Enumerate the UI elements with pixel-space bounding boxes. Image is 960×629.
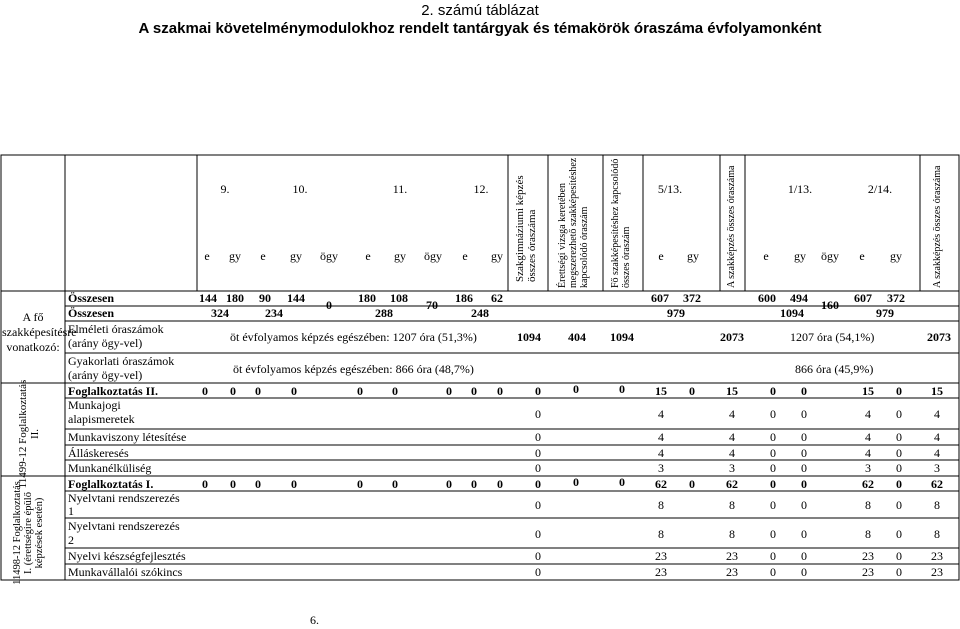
- cell: 0: [896, 477, 902, 491]
- cell: 0: [535, 477, 541, 491]
- fo-szakkepesites-label: A fő szakképesítésre vonatkozó:: [2, 310, 77, 354]
- cell: 62: [491, 291, 503, 305]
- cell: 0: [770, 477, 776, 491]
- cell: 0: [471, 477, 477, 491]
- cell: 4: [865, 430, 871, 444]
- cell: 0: [357, 384, 363, 398]
- cell: 0: [535, 446, 541, 460]
- cell: 0: [535, 549, 541, 563]
- cell: 0: [801, 565, 807, 579]
- sub-e: e: [658, 249, 664, 263]
- cell: 0: [255, 384, 261, 398]
- cell: 15: [655, 384, 667, 398]
- row-nyelvtani-2-sublabel: 2: [68, 533, 74, 547]
- cell: 0: [357, 477, 363, 491]
- sub-e: e: [204, 249, 210, 263]
- cell: 3: [934, 461, 940, 475]
- row-munkanelkuliseg-label: Munkanélküliség: [68, 461, 152, 475]
- table-number: 2. számú táblázat: [421, 2, 539, 19]
- year-10: 10.: [292, 182, 308, 196]
- cell: 4: [658, 407, 664, 421]
- row-munkavallaloi-label: Munkavállalói szókincs: [68, 565, 183, 579]
- cell: 0: [896, 461, 902, 475]
- cell: 979: [667, 306, 685, 320]
- year-2-14: 2/14.: [867, 182, 893, 196]
- row-foglalkoztatas-2-label: Foglalkoztatás II.: [68, 384, 158, 398]
- cell: 0: [801, 446, 807, 460]
- cell: 2073: [927, 330, 951, 344]
- cell: 23: [862, 565, 874, 579]
- cell: 23: [726, 565, 738, 579]
- cell: 0: [202, 477, 208, 491]
- sub-gy: gy: [290, 249, 302, 263]
- cell: 0: [770, 498, 776, 512]
- cell: 8: [934, 527, 940, 541]
- cell: 0: [291, 384, 297, 398]
- cell: 23: [931, 565, 943, 579]
- cell: 15: [931, 384, 943, 398]
- cell: 0: [619, 382, 625, 396]
- cell: 288: [375, 306, 393, 320]
- cell: 0: [896, 446, 902, 460]
- row-gyakorlati-sublabel: (arány ögy-vel): [68, 368, 143, 382]
- cell: 0: [689, 477, 695, 491]
- cell: 0: [896, 430, 902, 444]
- cell: 0: [770, 384, 776, 398]
- cell: 0: [801, 498, 807, 512]
- module-11499-12-label: 11499-12 Foglalkoztatás II.: [17, 379, 41, 489]
- row-nyelvtani-1-label: Nyelvtani rendszerezés: [68, 491, 180, 505]
- cell: 3: [729, 461, 735, 475]
- cell: 0: [896, 498, 902, 512]
- cell: 4: [934, 430, 940, 444]
- cell: 0: [535, 527, 541, 541]
- gyakorlati-text-right: 866 óra (45,9%): [795, 362, 874, 376]
- cell: 0: [770, 565, 776, 579]
- row-gyakorlati-label: Gyakorlati óraszámok: [68, 354, 175, 368]
- cell: 144: [199, 291, 217, 305]
- sub-gy: gy: [229, 249, 241, 263]
- header-szakgimnaziumi: Szakgimnáziumi képzés összes óraszáma: [514, 175, 538, 282]
- row-elmeleti-label: Elméleti óraszámok: [68, 322, 164, 336]
- cell: 144: [287, 291, 305, 305]
- cell: 23: [862, 549, 874, 563]
- row-allaskereses-label: Álláskeresés: [68, 446, 129, 460]
- cell: 0: [801, 407, 807, 421]
- cell: 248: [471, 306, 489, 320]
- cell: 1094: [610, 330, 634, 344]
- row-osszesen-label: Összesen: [68, 291, 114, 305]
- row-munkajogi-label: Munkajogi: [68, 398, 121, 412]
- cell: 8: [865, 527, 871, 541]
- cell: 4: [729, 430, 735, 444]
- module-11498-12-label: 11498-12 Foglalkoztatás I. (érettségire épülő képzések esetén): [12, 481, 45, 585]
- row-nyelvtani-1-sublabel: 1: [68, 504, 74, 518]
- cell: 0: [291, 477, 297, 491]
- cell: 0: [535, 461, 541, 475]
- cell: 0: [230, 477, 236, 491]
- row-osszesen-label: Összesen: [68, 306, 114, 320]
- cell: 23: [655, 549, 667, 563]
- cell: 180: [358, 291, 376, 305]
- cell: 607: [651, 291, 669, 305]
- cell: 180: [226, 291, 244, 305]
- sub-ogy: ögy: [320, 249, 338, 263]
- cell: 70: [426, 298, 438, 312]
- cell: 0: [255, 477, 261, 491]
- cell: 0: [770, 527, 776, 541]
- cell: 0: [801, 384, 807, 398]
- cell: 8: [934, 498, 940, 512]
- cell: 1094: [780, 306, 804, 320]
- cell: 0: [770, 446, 776, 460]
- sub-gy: gy: [890, 249, 902, 263]
- cell: 0: [471, 384, 477, 398]
- cell: 0: [202, 384, 208, 398]
- cell: 4: [729, 446, 735, 460]
- cell: 4: [865, 407, 871, 421]
- cell: 23: [726, 549, 738, 563]
- cell: 0: [326, 298, 332, 312]
- cell: 186: [455, 291, 473, 305]
- cell: 0: [801, 527, 807, 541]
- sub-e: e: [763, 249, 769, 263]
- cell: 4: [934, 446, 940, 460]
- sub-gy: gy: [491, 249, 503, 263]
- cell: 90: [259, 291, 271, 305]
- year-11: 11.: [392, 182, 408, 196]
- cell: 0: [619, 475, 625, 489]
- row-munkaviszony-label: Munkaviszony létesítése: [68, 430, 187, 444]
- cell: 0: [392, 384, 398, 398]
- sub-e: e: [859, 249, 865, 263]
- cell: 234: [265, 306, 283, 320]
- cell: 8: [658, 498, 664, 512]
- cell: 15: [726, 384, 738, 398]
- cell: 160: [821, 298, 839, 312]
- cell: 494: [790, 291, 808, 305]
- year-1-13: 1/13.: [787, 182, 813, 196]
- sub-gy: gy: [394, 249, 406, 263]
- header-szakkepzes-osszes-1: A szakképzés összes óraszáma: [726, 165, 737, 288]
- cell: 8: [658, 527, 664, 541]
- cell: 0: [573, 475, 579, 489]
- cell: 23: [655, 565, 667, 579]
- cell: 0: [801, 549, 807, 563]
- sub-gy: gy: [794, 249, 806, 263]
- cell: 0: [770, 549, 776, 563]
- cell: 62: [862, 477, 874, 491]
- sub-e: e: [365, 249, 371, 263]
- header-fo-szakkepesites: Fő szakképesítéshez kapcsolódó összes óraszám: [610, 158, 632, 288]
- cell: 600: [758, 291, 776, 305]
- cell: 0: [896, 384, 902, 398]
- gyakorlati-text-left: öt évfolyamos képzés egészében: 866 óra (48,7%): [233, 362, 474, 376]
- sub-gy: gy: [687, 249, 699, 263]
- cell: 4: [934, 407, 940, 421]
- cell: 1094: [517, 330, 541, 344]
- cell: 2073: [720, 330, 744, 344]
- cell: 0: [801, 477, 807, 491]
- cell: 324: [211, 306, 229, 320]
- row-nyelvtani-2-label: Nyelvtani rendszerezés: [68, 519, 180, 533]
- cell: 0: [573, 382, 579, 396]
- cell: 0: [446, 384, 452, 398]
- cell: 372: [683, 291, 701, 305]
- cell: 0: [446, 477, 452, 491]
- cell: 62: [931, 477, 943, 491]
- cell: 0: [896, 527, 902, 541]
- cell: 62: [655, 477, 667, 491]
- cell: 0: [770, 461, 776, 475]
- row-elmeleti-sublabel: (arány ögy-vel): [68, 336, 143, 350]
- cell: 0: [535, 407, 541, 421]
- header-erettsegi: Érettségi vizsga keretében megszerezhető szakképesítéshez kapcsolódó óraszám: [557, 157, 590, 288]
- header-szakkepzes-osszes-2: A szakképzés összes óraszáma: [932, 165, 943, 288]
- sub-e: e: [260, 249, 266, 263]
- cell: 0: [535, 498, 541, 512]
- cell: 0: [896, 549, 902, 563]
- elmeleti-text-left: öt évfolyamos képzés egészében: 1207 óra (51,3%): [230, 330, 477, 344]
- cell: 0: [770, 430, 776, 444]
- cell: 4: [658, 430, 664, 444]
- sub-e: e: [462, 249, 468, 263]
- year-12: 12.: [473, 182, 489, 196]
- page-number: 6.: [310, 613, 319, 627]
- cell: 3: [865, 461, 871, 475]
- row-munkajogi-sublabel: alapismeretek: [68, 412, 135, 426]
- cell: 0: [535, 430, 541, 444]
- cell: 0: [535, 565, 541, 579]
- cell: 979: [876, 306, 894, 320]
- year-5-13: 5/13.: [657, 182, 683, 196]
- cell: 0: [392, 477, 398, 491]
- cell: 0: [896, 407, 902, 421]
- cell: 8: [729, 498, 735, 512]
- cell: 404: [568, 330, 586, 344]
- cell: 607: [854, 291, 872, 305]
- cell: 62: [726, 477, 738, 491]
- cell: 8: [729, 527, 735, 541]
- sub-ogy: ögy: [424, 249, 442, 263]
- cell: 0: [801, 430, 807, 444]
- sub-ogy: ögy: [821, 249, 839, 263]
- cell: 0: [230, 384, 236, 398]
- cell: 8: [865, 498, 871, 512]
- cell: 4: [658, 446, 664, 460]
- row-foglalkoztatas-1-label: Foglalkoztatás I.: [68, 477, 154, 491]
- cell: 0: [770, 407, 776, 421]
- cell: 372: [887, 291, 905, 305]
- cell: 15: [862, 384, 874, 398]
- cell: 0: [801, 461, 807, 475]
- cell: 0: [689, 384, 695, 398]
- cell: 0: [497, 384, 503, 398]
- cell: 0: [535, 384, 541, 398]
- cell: 3: [658, 461, 664, 475]
- cell: 23: [931, 549, 943, 563]
- table-title: A szakmai követelménymodulokhoz rendelt tantárgyak és témakörök óraszáma évfolyamonként: [138, 20, 822, 37]
- cell: 108: [390, 291, 408, 305]
- cell: 0: [896, 565, 902, 579]
- elmeleti-text-right: 1207 óra (54,1%): [790, 330, 875, 344]
- row-nyelvi-label: Nyelvi készségfejlesztés: [68, 549, 186, 563]
- cell: 4: [729, 407, 735, 421]
- cell: 0: [497, 477, 503, 491]
- cell: 4: [865, 446, 871, 460]
- year-9: 9.: [220, 182, 230, 196]
